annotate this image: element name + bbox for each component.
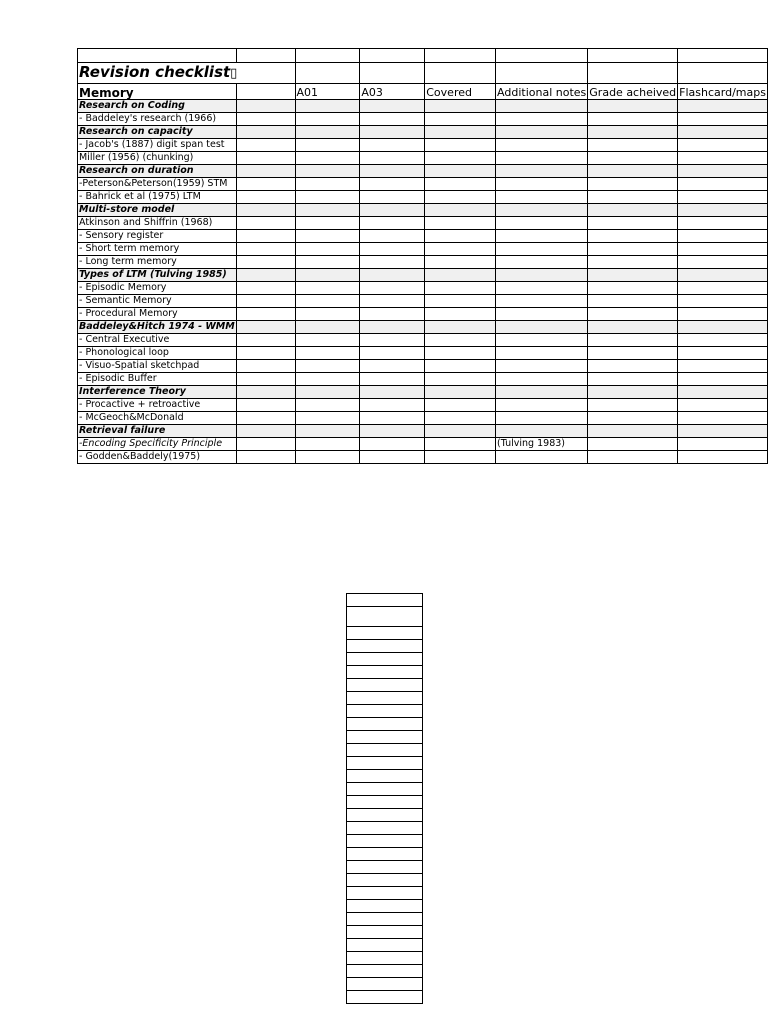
- empty-row: [347, 679, 423, 692]
- checklist-row: [78, 113, 768, 126]
- empty-row: [347, 594, 423, 607]
- topic-label: - Semantic Memory: [79, 295, 172, 306]
- empty-row: [347, 978, 423, 991]
- checklist-row: [78, 178, 768, 191]
- empty-row: [347, 640, 423, 653]
- empty-row: [347, 835, 423, 848]
- empty-row: [347, 952, 423, 965]
- section-label: Research on duration: [79, 165, 194, 176]
- empty-row: [347, 939, 423, 952]
- empty-row: [347, 731, 423, 744]
- page-title: [78, 63, 296, 84]
- topic-label: - Episodic Memory: [79, 282, 167, 293]
- topic-label: - Baddeley's research (1966): [79, 113, 217, 124]
- checklist-row: [78, 399, 768, 412]
- empty-row: [347, 607, 423, 627]
- empty-row: [347, 770, 423, 783]
- topic-label: Miller (1956) (chunking): [79, 152, 194, 163]
- section-row: [78, 425, 768, 438]
- title-glyph: ▯: [230, 66, 238, 81]
- empty-row: [347, 692, 423, 705]
- empty-row: [347, 783, 423, 796]
- topic-label: - Central Executive: [79, 334, 170, 345]
- topic-label: - Procactive + retroactive: [79, 399, 201, 410]
- empty-row: [347, 666, 423, 679]
- section-row: [78, 100, 768, 113]
- checklist-row: [78, 295, 768, 308]
- section-row: [78, 126, 768, 139]
- topic-label: -Encoding Specificity Principle: [79, 438, 223, 449]
- topic-label: - Sensory register: [79, 230, 164, 241]
- column-header-covered: Covered: [425, 84, 496, 100]
- blank-row: [78, 49, 768, 63]
- empty-row: [347, 757, 423, 770]
- checklist-row: [78, 347, 768, 360]
- column-header-a01: A01: [295, 84, 360, 100]
- section-label: Interference Theory: [79, 386, 186, 397]
- topic-label: - Episodic Buffer: [79, 373, 157, 384]
- column-header-additional-notes: Additional notes: [496, 84, 588, 100]
- checklist-row: [78, 412, 768, 425]
- table-body: [78, 49, 768, 464]
- topic-label: -Peterson&Peterson(1959) STM: [79, 178, 228, 189]
- empty-row: [347, 900, 423, 913]
- section-label: Types of LTM (Tulving 1985): [79, 269, 227, 280]
- checklist-row: [78, 282, 768, 295]
- topic-label: - Godden&Baddely(1975): [79, 451, 201, 462]
- empty-row: [347, 653, 423, 666]
- section-label: Multi-store model: [79, 204, 175, 215]
- topic-label: - Visuo-Spatial sketchpad: [79, 360, 200, 371]
- empty-row: [347, 809, 423, 822]
- topic-label: - Bahrick et al (1975) LTM: [79, 191, 201, 202]
- section-row: [78, 386, 768, 399]
- empty-row: [347, 822, 423, 835]
- checklist-row: [78, 360, 768, 373]
- page-title-text: Revision checklist: [79, 63, 231, 81]
- column-header-a03: A03: [360, 84, 425, 100]
- empty-row: [347, 627, 423, 640]
- empty-row: [347, 718, 423, 731]
- section-label: Baddeley&Hitch 1974 - WMM: [79, 321, 235, 332]
- empty-row: [347, 705, 423, 718]
- empty-row: [347, 861, 423, 874]
- subject-header: Memory: [78, 84, 237, 100]
- topic-label: - Procedural Memory: [79, 308, 178, 319]
- section-row: [78, 321, 768, 334]
- empty-row: [347, 965, 423, 978]
- topic-label: - Long term memory: [79, 256, 177, 267]
- checklist-row: [78, 152, 768, 165]
- empty-row: [347, 887, 423, 900]
- section-row: [78, 204, 768, 217]
- checklist-row: [78, 256, 768, 269]
- empty-row: [347, 744, 423, 757]
- checklist-row: [78, 243, 768, 256]
- checklist-row: [78, 451, 768, 464]
- topic-label: Atkinson and Shiffrin (1968): [79, 217, 213, 228]
- revision-checklist-table: [77, 48, 768, 464]
- empty-row: [347, 796, 423, 809]
- section-row: [78, 165, 768, 178]
- stray-cell-column: [346, 593, 423, 1004]
- section-label: Research on Coding: [79, 100, 185, 111]
- empty-row: [347, 848, 423, 861]
- checklist-row: [78, 438, 768, 451]
- additional-note: (Tulving 1983): [496, 438, 588, 451]
- title-row: [78, 63, 768, 84]
- checklist-row: [78, 373, 768, 386]
- column-header-flashcards: Flashcard/maps: [678, 84, 768, 100]
- topic-label: - McGeoch&McDonald: [79, 412, 184, 423]
- checklist-row: [78, 191, 768, 204]
- checklist-row: [78, 230, 768, 243]
- topic-label: - Phonological loop: [79, 347, 169, 358]
- header-row: [78, 84, 768, 100]
- column-header-grade: Grade acheived: [588, 84, 678, 100]
- checklist-row: [78, 139, 768, 152]
- empty-row: [347, 991, 423, 1004]
- topic-label: - Short term memory: [79, 243, 180, 254]
- section-label: Retrieval failure: [79, 425, 166, 436]
- section-row: [78, 269, 768, 282]
- empty-row: [347, 874, 423, 887]
- topic-label: - Jacob's (1887) digit span test: [79, 139, 225, 150]
- section-label: Research on capacity: [79, 126, 193, 137]
- checklist-row: [78, 334, 768, 347]
- checklist-row: [78, 217, 768, 230]
- checklist-row: [78, 308, 768, 321]
- empty-row: [347, 913, 423, 926]
- empty-row: [347, 926, 423, 939]
